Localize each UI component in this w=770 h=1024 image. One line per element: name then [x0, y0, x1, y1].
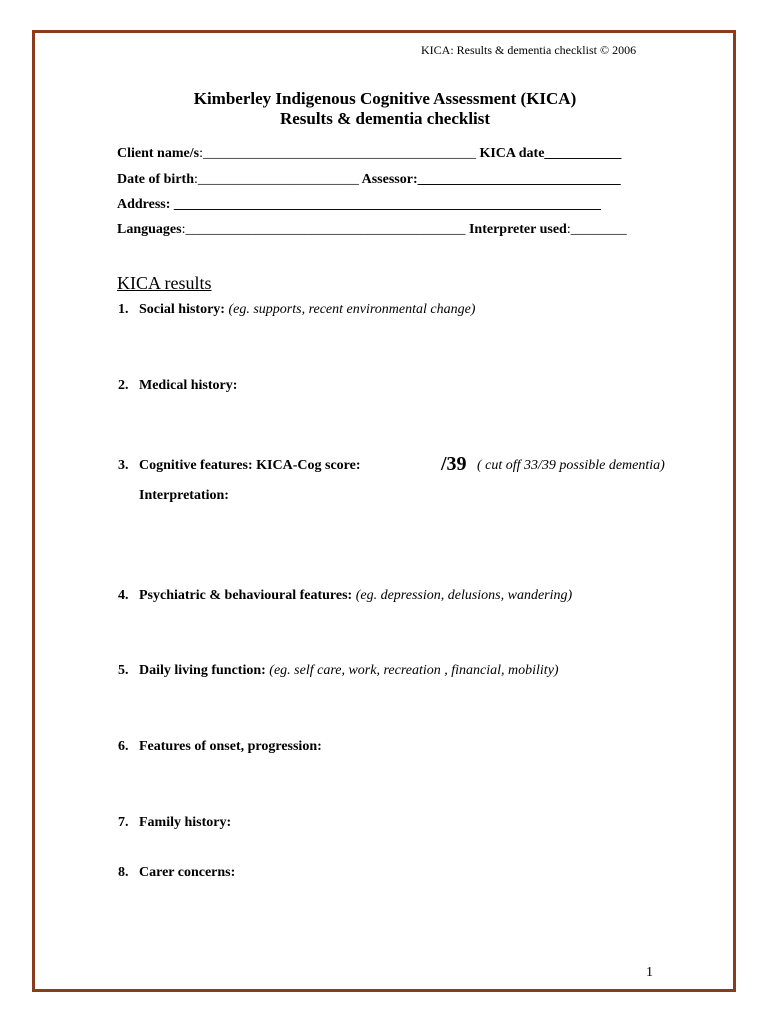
client-name-field[interactable]: [117, 146, 621, 162]
header-note: KICA: Results & dementia checklist © 2006: [421, 43, 637, 57]
interpretation-label: Interpretation:: [139, 488, 229, 503]
document-title: Kimberley Indigenous Cognitive Assessment (KICA): [193, 89, 577, 108]
interpreter-label: Interpreter used: [465, 222, 567, 237]
languages-label: Languages: [117, 222, 182, 237]
list-item: 4. Psychiatric & behavioural features: (eg. depression, delusions, wandering): [118, 588, 573, 603]
list-item: 1. Social history: (eg. supports, recent environmental change): [118, 302, 476, 317]
document-subtitle: Results & dementia checklist: [279, 109, 491, 128]
assessor-field[interactable]: Assessor:_____________________________: [358, 172, 621, 187]
dob-field[interactable]: [117, 172, 621, 188]
address-field[interactable]: Address: _____________________________________________________________: [117, 197, 601, 212]
list-item: 2. Medical history:: [118, 378, 238, 393]
page-number: 1: [646, 965, 653, 980]
languages-field[interactable]: [117, 222, 627, 238]
list-item: 6. Features of onset, progression:: [118, 739, 322, 754]
section-title: KICA results: [117, 273, 212, 293]
list-item: 5. Daily living function: (eg. self care, work, recreation , financial, mobility): [118, 663, 559, 678]
dob-blank: :_______________________: [194, 172, 359, 187]
languages-blank: :________________________________________: [181, 222, 466, 237]
dob-label: Date of birth: [117, 172, 194, 187]
kica-date-field[interactable]: KICA date___________: [475, 146, 622, 161]
interpreter-blank[interactable]: :________: [566, 222, 627, 237]
list-item: 3. Cognitive features: KICA-Cog score:: [118, 458, 361, 473]
list-item: 8. Carer concerns:: [118, 865, 236, 880]
client-name-label: Client name/s: [117, 146, 200, 161]
list-item: 7. Family history:: [118, 815, 232, 830]
cutoff-note: ( cut off 33/39 possible dementia): [477, 458, 665, 473]
kica-cog-score: /39: [441, 453, 467, 475]
client-name-blank: :_______________________________________: [199, 146, 476, 161]
